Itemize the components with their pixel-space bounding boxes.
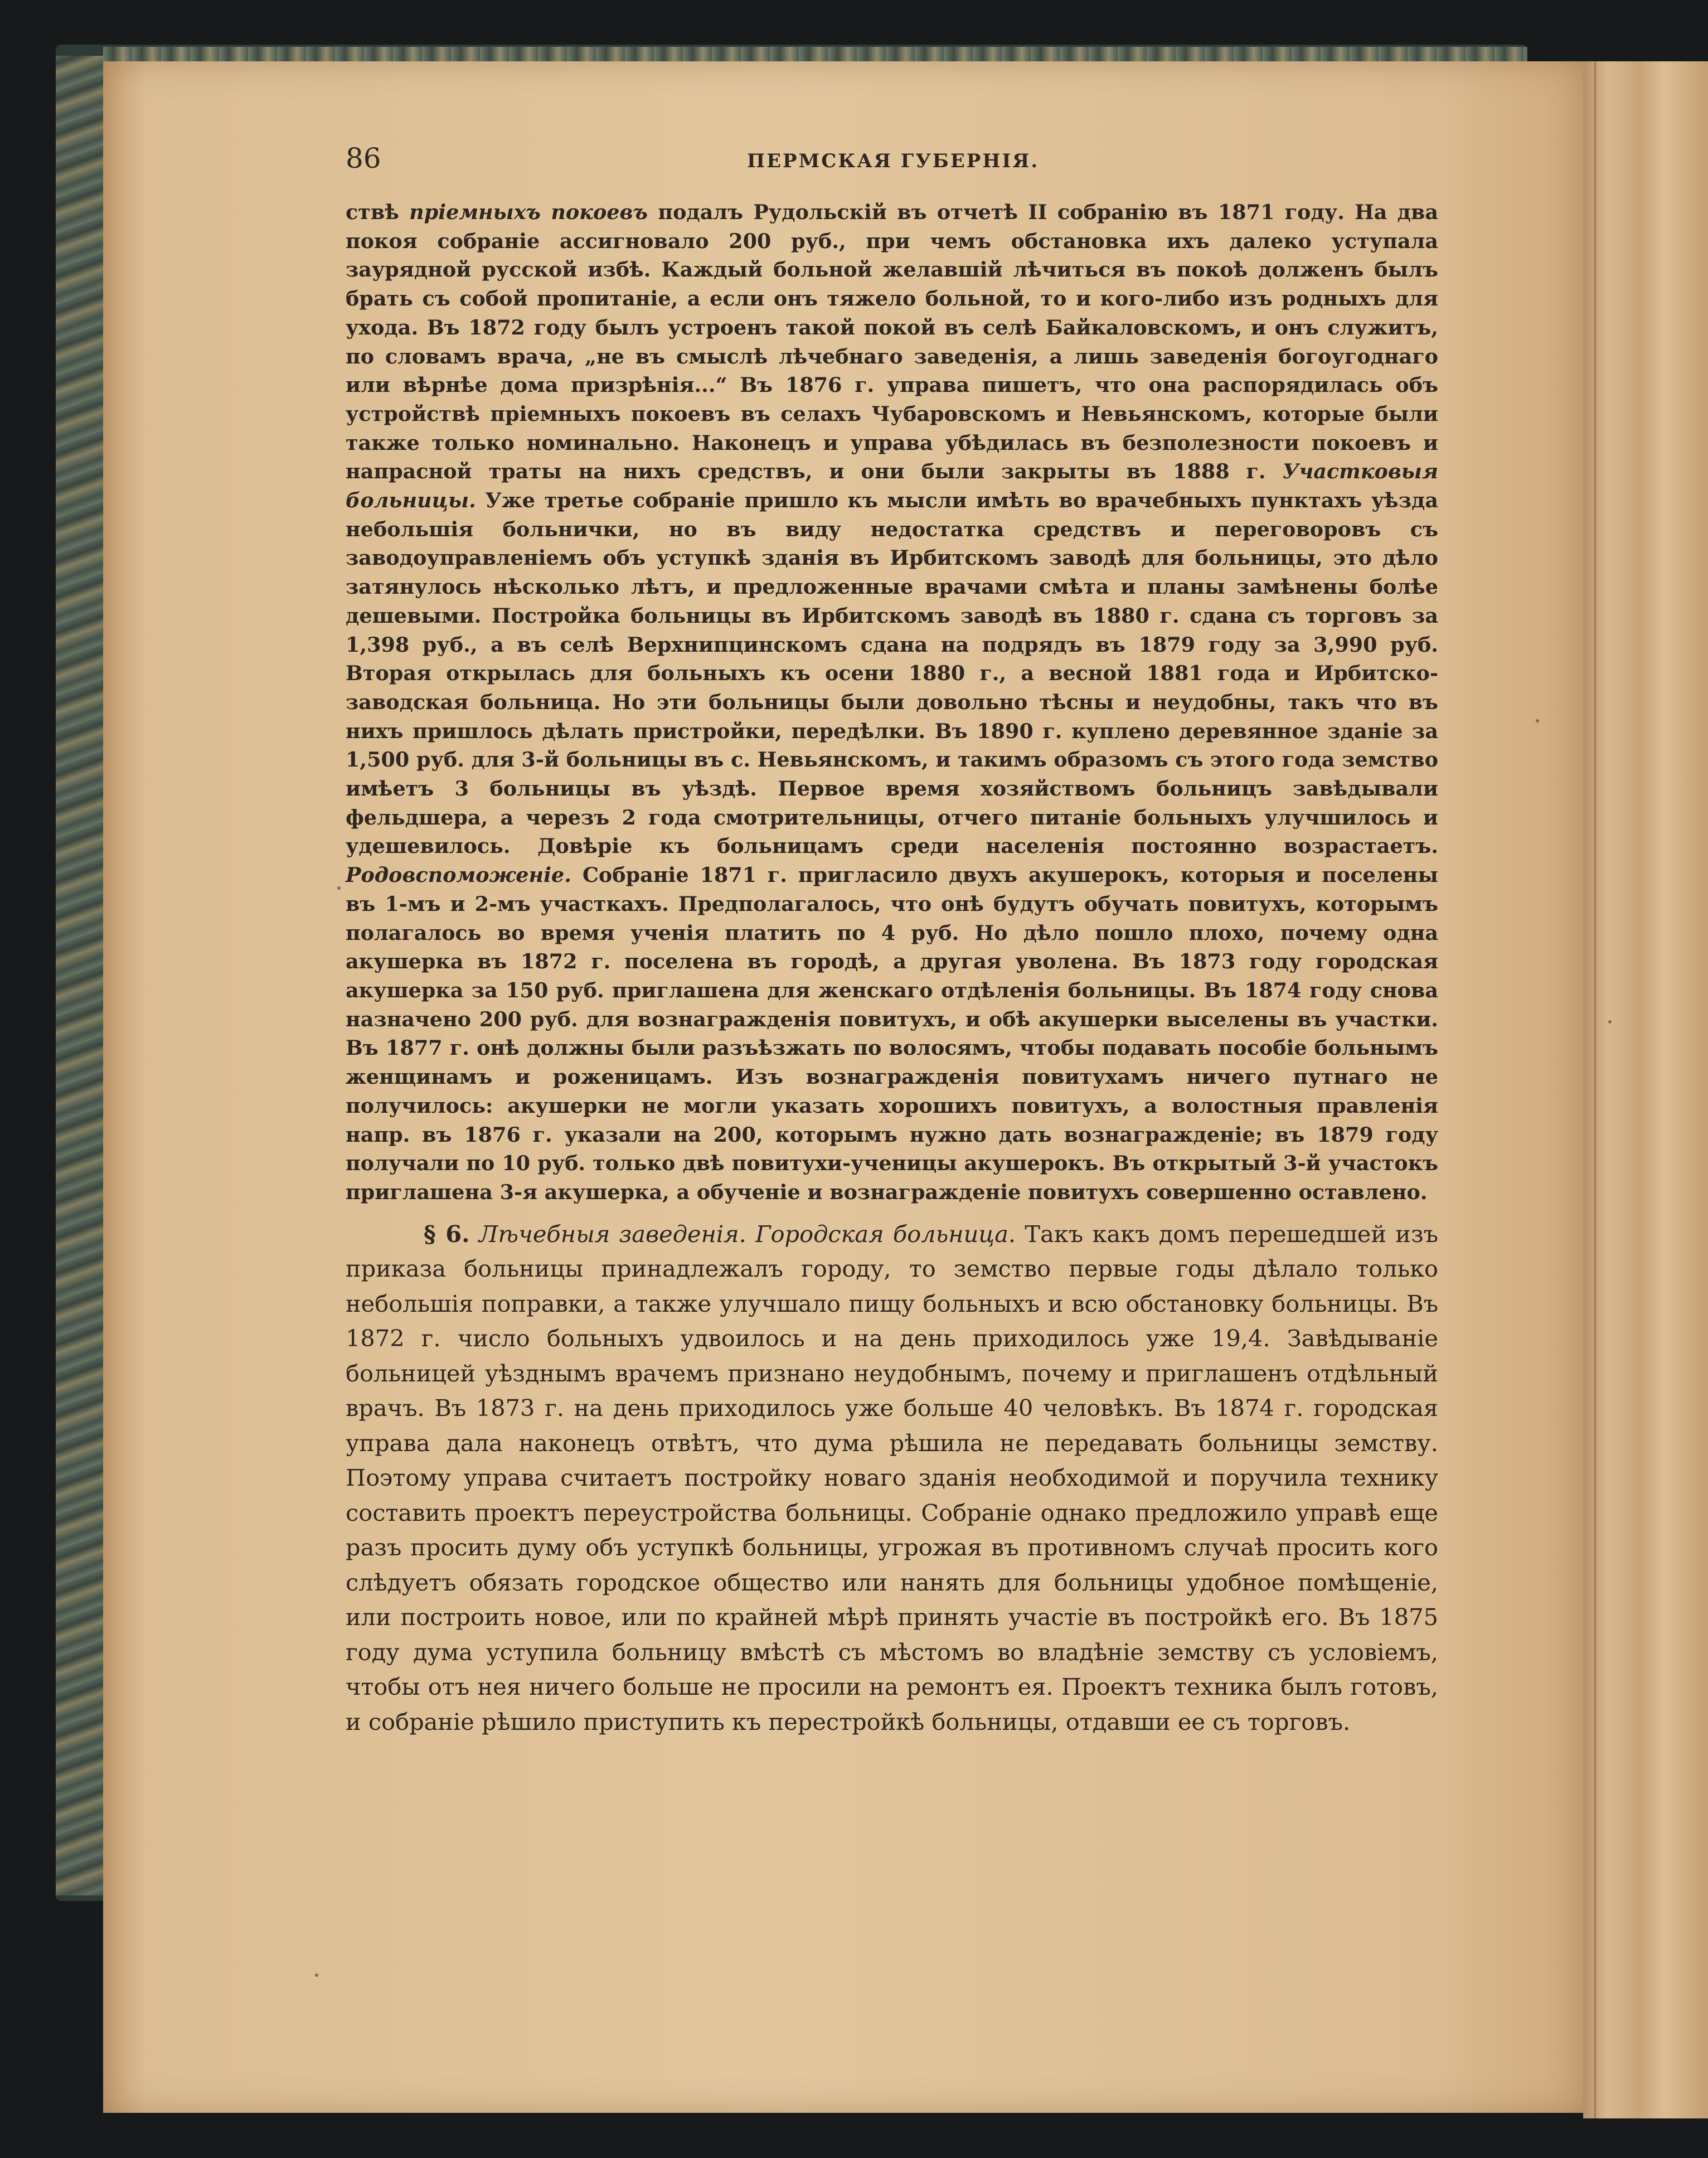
text-run: Собраніе 1871 г. пригласило двухъ акушерокъ, которыя и поселены въ 1-мъ и 2-мъ участкахъ. Предполагалось, что онѣ будутъ обучать повитухъ, которымъ полагалось во время ученія платить по 4 руб. Но дѣло пошло плохо, почему одна акушерка въ 1872 г. поселена въ городѣ, а другая уволена. Въ 1873 году городская акушерка за 150 руб. приглашена для женскаго отдѣленія больницы. Въ 1874 году снова назначено 200 руб. для вознагражденія повитухъ, и обѣ акушерки выселены въ участки. Въ 1877 г. онѣ должны были разъѣзжать по волосямъ, чтобы подавать пособіе больнымъ женщинамъ и роженицамъ. Изъ вознагражденія повитухамъ ничего путнаго не получилось: акушерки не могли указать хорошихъ повитухъ, а волостныя правленія напр. въ 1876 г. указали на 200, которымъ нужно дать вознагражденіе; въ 1879 году получали по 10 руб. только двѣ повитухи-ученицы акушерокъ. Въ открытый 3-й участокъ приглашена 3-я акушерка, а обученіе и вознагражденіе повитухъ совершенно оставлено. [346,863,1438,1204]
paper-speck [1608,1020,1612,1024]
paper-speck [337,886,341,890]
page-number: 86 [346,142,381,174]
section-heading: Лѣчебныя заведенія. Городская больница. [469,1220,1016,1248]
marbled-cover-spine [56,56,103,1895]
page-body [346,198,1438,1739]
paper-speck [1536,719,1539,722]
paragraph-small-print [346,198,1438,1207]
text-run: ствѣ [346,200,410,224]
paragraph-section-6 [346,1217,1438,1740]
italic-heading-district-hospitals: Участковыя больницы. [346,459,1438,513]
italic-term-receiving-rooms: пріемныхъ покоевъ [409,200,648,224]
running-head: ПЕРМСКАЯ ГУБЕРНІЯ. [747,150,1040,172]
facing-page-edges [1583,61,1708,2118]
text-run: подалъ Рудольскій въ отчетѣ II собранію въ 1871 году. На два покоя собраніе ассигновало 200 руб., при чемъ обстановка ихъ далеко уступала заурядной русской избѣ. Каждый больной желавшій лѣчиться въ покоѣ долженъ былъ брать съ собой пропитаніе, а если онъ тяжело больной, то и кого-либо изъ родныхъ для ухода. Въ 1872 году былъ устроенъ такой покой въ селѣ Байкаловскомъ, и онъ служитъ, по словамъ врача, „не въ смыслѣ лѣчебнаго заведенія, а лишь заведенія богоугоднаго или вѣрнѣе дома призрѣнія...“ Въ 1876 г. управа пишетъ, что она распорядилась объ устройствѣ пріемныхъ покоевъ въ селахъ Чубаровскомъ и Невьянскомъ, которые были также только номинально. Наконецъ и управа убѣдилась въ безполезности покоевъ и напрасной траты на нихъ средствъ, и они были закрыты въ 1888 г. [346,200,1438,484]
section-number: § 6. [424,1220,470,1248]
text-run: Уже третье собраніе пришло къ мысли имѣть во врачебныхъ пунктахъ уѣзда небольшія больнички, но въ виду недостатка средствъ и переговоровъ съ заводоуправленіемъ объ уступкѣ зданія въ Ирбитскомъ заводѣ для больницы, это дѣло затянулось нѣсколько лѣтъ, и предложенные врачами смѣта и планы замѣнены болѣе дешевыми. Постройка больницы въ Ирбитскомъ заводѣ въ 1880 г. сдана съ торговъ за 1,398 руб., а въ селѣ Верхнипцинскомъ сдана на подрядъ въ 1879 году за 3,990 руб. Вторая открылась для больныхъ къ осени 1880 г., а весной 1881 года и Ирбитско-заводская больница. Но эти больницы были довольно тѣсны и неудобны, такъ что въ нихъ пришлось дѣлать пристройки, передѣлки. Въ 1890 г. куплено деревянное зданіе за 1,500 руб. для 3-й больницы въ с. Невьянскомъ, и такимъ образомъ съ этого года земство имѣетъ 3 больницы въ уѣздѣ. Первое время хозяйствомъ больницъ завѣдывали фельдшера, а черезъ 2 года смотрительницы, отчего питаніе больныхъ улучшилось и удешевилось. Довѣріе къ больницамъ среди населенія постоянно возрастаетъ. [346,488,1438,859]
section-text: Такъ какъ домъ перешедшей изъ приказа больницы принадлежалъ городу, то земство первые годы дѣлало только небольшія поправки, а также улучшало пищу больныхъ и всю обстановку больницы. Въ 1872 г. число больныхъ удвоилось и на день приходилось уже 19,4. Завѣдываніе больницей уѣзднымъ врачемъ признано неудобнымъ, почему и приглашенъ отдѣльный врачъ. Въ 1873 г. на день приходилось уже больше 40 человѣкъ. Въ 1874 г. городская управа дала наконецъ отвѣтъ, что дума рѣшила не передавать больницы земству. Поэтому управа считаетъ постройку новаго зданія необходимой и поручила технику составить проектъ переустройства больницы. Собраніе однако предложило управѣ еще разъ просить думу объ уступкѣ больницы, угрожая въ противномъ случаѣ просить кого слѣдуетъ обязать городское общество или нанять для больницы удобное помѣщеніе, или построить новое, или по крайней мѣрѣ принять участіе въ постройкѣ его. Въ 1875 году дума уступила больницу вмѣстѣ съ мѣстомъ во владѣніе земству съ условіемъ, чтобы отъ нея ничего больше не просили на ремонтъ ея. Проектъ техника былъ готовъ, и собраніе рѣшило приступить къ перестройкѣ больницы, отдавши ее съ торговъ. [346,1220,1438,1735]
paper-speck [315,1973,318,1977]
italic-heading-midwifery: Родовспоможеніе. [346,863,571,888]
page-header [346,142,1460,187]
